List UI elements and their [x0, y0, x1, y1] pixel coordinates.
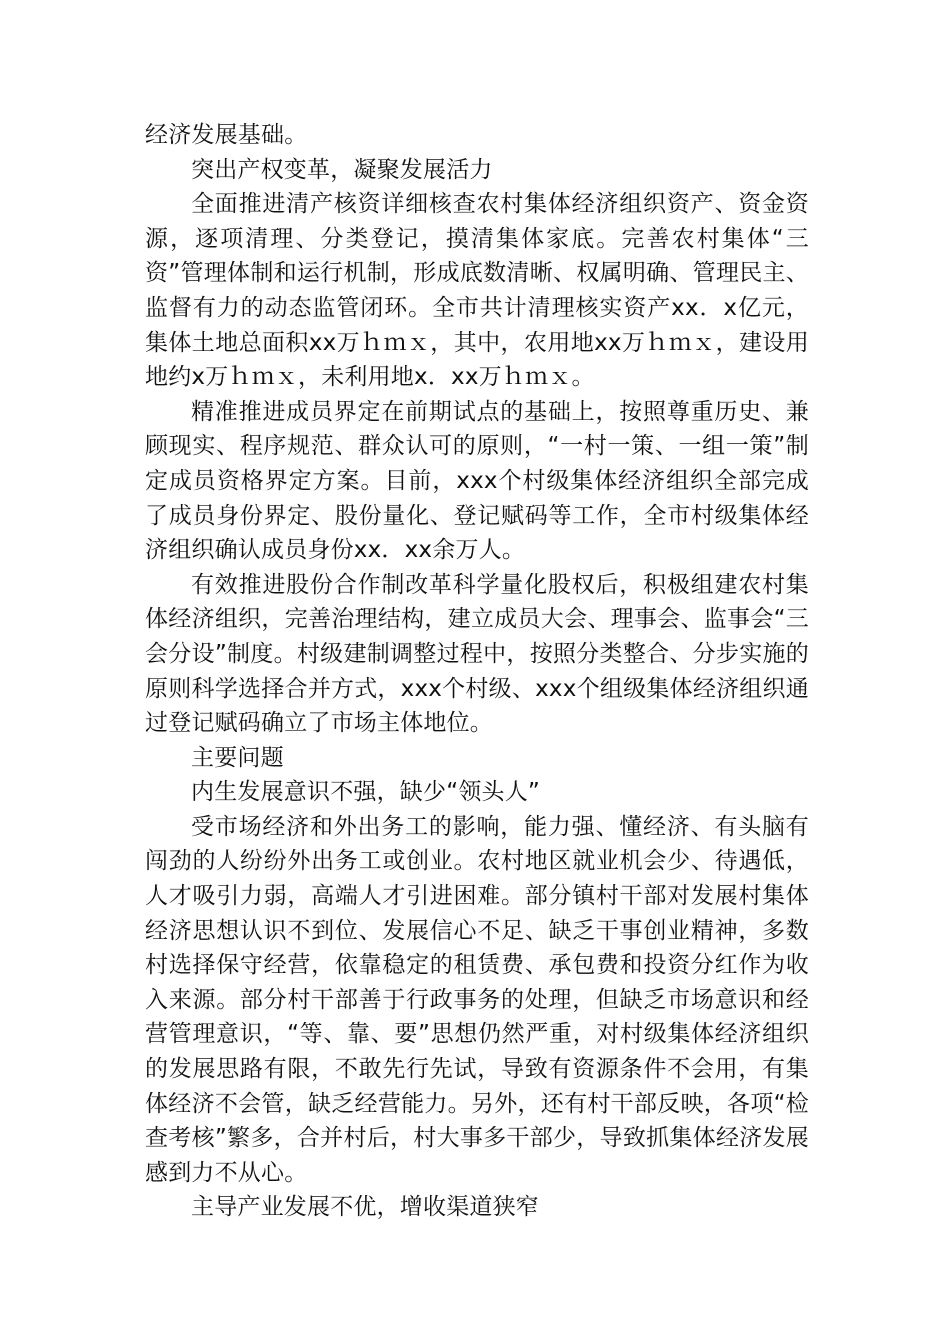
document-body: [145, 118, 809, 1225]
paragraph-asset-verification: 全面推进清产核资详细核查农村集体经济组织资产、资金资源，逐项清理、分类登记，摸清集体家底。完善农村集体“三资”管理体制和运行机制，形成底数清晰、权属明确、管理民主、监督有力的动态监管闭环。全市共计清理核实资产xx．x亿元，集体土地总面积xx万ｈｍｘ，其中，农用地xx万ｈｍｘ，建设用地约x万ｈｍｘ，未利用地x．xx万ｈｍｘ。: [145, 191, 809, 391]
paragraph-continuation: 经济发展基础。: [145, 122, 308, 148]
section-heading-property-reform: 突出产权变革，凝聚发展活力: [191, 156, 493, 183]
subheading-industry-development: 主导产业发展不优，增收渠道狭窄: [191, 1194, 539, 1221]
section-heading-main-problems: 主要问题: [191, 744, 284, 771]
subheading-weak-motivation: 内生发展意识不强，缺少“领头人”: [191, 779, 541, 806]
paragraph-member-definition: 精准推进成员界定在前期试点的基础上，按照尊重历史、兼顾现实、程序规范、群众认可的原则，“一村一策、一组一策”制定成员资格界定方案。目前，xxx个村级集体经济组织全部完成了成员身份界定、股份量化、登记赋码等工作，全市村级集体经济组织确认成员身份xx．xx余万人。: [145, 398, 809, 564]
paragraph-shareholding-reform: 有效推进股份合作制改革科学量化股权后，积极组建农村集体经济组织，完善治理结构，建立成员大会、理事会、监事会“三会分设”制度。村级建制调整过程中，按照分类整合、分步实施的原则科学选择合并方式，xxx个村级、xxx个组级集体经济组织通过登记赋码确立了市场主体地位。: [145, 571, 809, 737]
paragraph-leadership-issues: 受市场经济和外出务工的影响，能力强、懂经济、有头脑有闯劲的人纷纷外出务工或创业。农村地区就业机会少、待遇低，人才吸引力弱，高端人才引进困难。部分镇村干部对发展村集体经济思想认识不到位、发展信心不足、缺乏干事创业精神，多数村选择保守经营，依靠稳定的租赁费、承包费和投资分红作为收入来源。部分村干部善于行政事务的处理，但缺乏市场意识和经营管理意识，“等、靠、要”思想仍然严重，对村级集体经济组织的发展思路有限，不敢先行先试，导致有资源条件不会用，有集体经济不会管，缺乏经营能力。另外，还有村干部反映，各项“检查考核”繁多，合并村后，村大事多干部少，导致抓集体经济发展感到力不从心。: [145, 813, 809, 1186]
